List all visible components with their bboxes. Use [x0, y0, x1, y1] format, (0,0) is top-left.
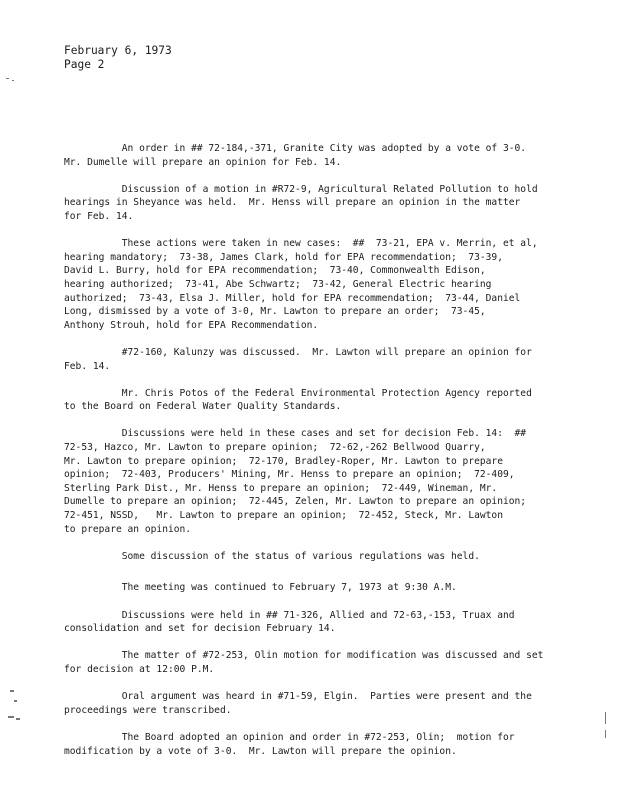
paragraph-potos-report: Mr. Chris Potos of the Federal Environmental Protection Agency reported to the Board on Federal Water Quality Standards.	[64, 387, 532, 413]
paragraph-meeting-continued: The meeting was continued to February 7, 1973 at 9:30 A.M.	[64, 582, 457, 594]
paragraph-elgin: Oral argument was heard in #71-59, Elgin. Parties were present and the proceedings were transcribed.	[64, 691, 532, 716]
page-header	[64, 44, 172, 72]
paragraph-kalunzy: #72-160, Kalunzy was discussed. Mr. Lawton will prepare an opinion for Feb. 14.	[64, 346, 532, 372]
paragraph-agricultural-pollution: Discussion of a motion in #R72-9, Agricultural Related Pollution to hold hearings in Sheyance was held. Mr. Henss will prepare an opinion in the matter for Feb. 14.	[64, 183, 538, 222]
header-date: February 6, 1973	[64, 44, 172, 57]
minutes-body	[64, 142, 564, 772]
paragraph-decision-cases: Discussions were held in these cases and set for decision Feb. 14: ## 72-53, Hazco, Mr. Lawton to prepare opinion; 72-62,-262 Bellwood Quarry, Mr. Lawton to prepare opinion; 72-170, Bradley-Roper, Mr. Lawton to prepare opinion; 72-403, Producers' Mining, Mr. Henss to prepare an opinion; 72-409, Sterling Park Dist., Mr. Henss to prepare an opinion; 72-449, Wineman, Mr. Dumelle to prepare an opinion; 72-445, Zelen, Mr. Lawton to prepare an opinion; 72-451, NSSD, Mr. Lawton to prepare an opinion; 72-452, Steck, Mr. Lawton to prepare an opinion.	[64, 428, 527, 535]
paragraph-granite-city: An order in ## 72-184,-371, Granite City was adopted by a vote of 3-0. Mr. Dumelle will prepare an opinion for Feb. 14.	[64, 143, 527, 168]
header-page-number: Page 2	[64, 58, 105, 71]
paragraph-new-cases: These actions were taken in new cases: ## 73-21, EPA v. Merrin, et al, hearing mandatory; 73-38, James Clark, hold for EPA recommendation; 73-39, David L. Burry, hold for EPA recommendation; 73-40, Commonwealth Edison, hearing authorized; 73-41, Abe Schwartz; 73-42, General Electric hearing authorized; 73-43, Elsa J. Miller, hold for EPA recommendation; 73-44, Daniel Long, dismissed by a vote of 3-0, Mr. Lawton to prepare an order; 73-45, Anthony Strouh, hold for EPA Recommendation.	[64, 238, 538, 331]
paragraph-regulations: Some discussion of the status of various regulations was held.	[64, 550, 480, 562]
paragraph-allied-truax: Discussions were held in ## 71-326, Allied and 72-63,-153, Truax and consolidation and set for decision February 14.	[64, 609, 515, 635]
paragraph-olin-adopted: The Board adopted an opinion and order in #72-253, Olin; motion for modification by a vote of 3-0. Mr. Lawton will prepare the opinion.	[64, 731, 515, 757]
paragraph-olin-motion: The matter of #72-253, Olin motion for modification was discussed and set for decision at 12:00 P.M.	[64, 650, 544, 675]
